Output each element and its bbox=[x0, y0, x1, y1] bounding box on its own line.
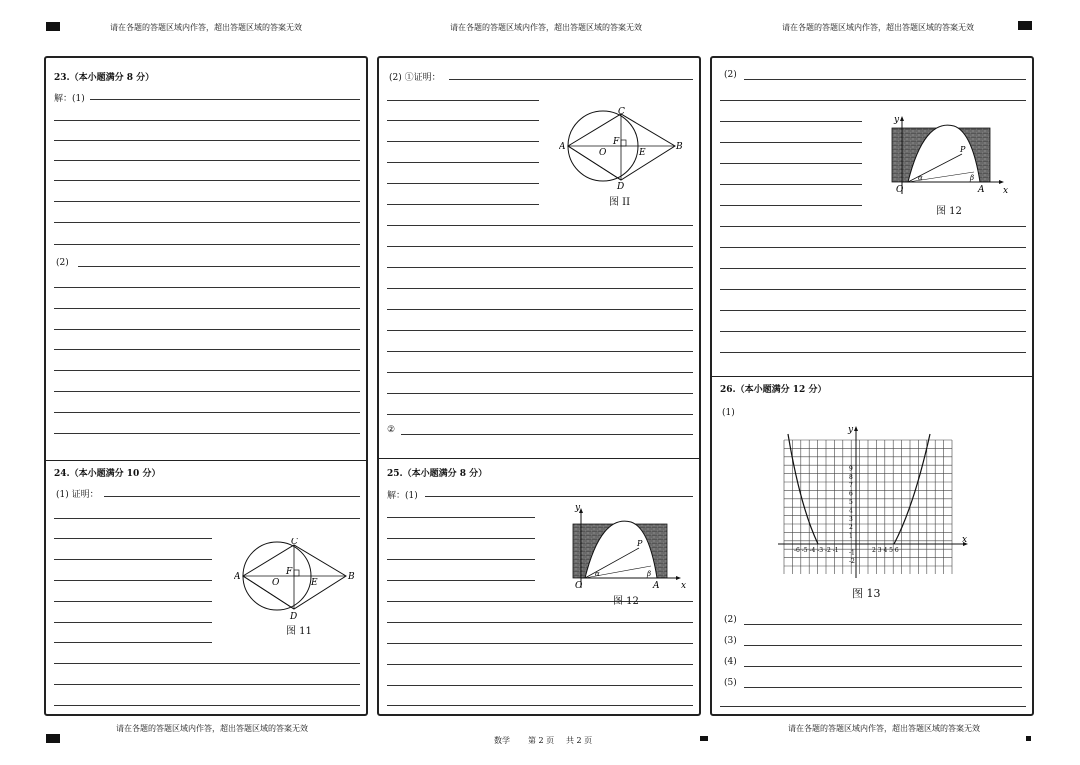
answer-line[interactable] bbox=[387, 580, 535, 581]
answer-line[interactable] bbox=[54, 622, 212, 623]
footer-page: 第 2 页 bbox=[528, 736, 555, 745]
y-axis-label: y bbox=[894, 115, 900, 125]
answer-line[interactable] bbox=[387, 120, 539, 121]
answer-line[interactable] bbox=[387, 559, 535, 560]
q26-part3-label: (3) bbox=[724, 636, 737, 646]
col2-sub2-label: ② bbox=[387, 425, 396, 435]
answer-line[interactable] bbox=[54, 222, 360, 223]
answer-line[interactable] bbox=[387, 351, 693, 352]
arch-figure-12 bbox=[561, 504, 691, 590]
answer-line[interactable] bbox=[720, 289, 1026, 290]
answer-line[interactable] bbox=[720, 310, 1026, 311]
answer-line[interactable] bbox=[387, 309, 693, 310]
angle-alpha: α bbox=[918, 174, 923, 182]
answer-line[interactable] bbox=[387, 162, 539, 163]
footer-subject: 数学 bbox=[494, 736, 510, 745]
point-label-d: D bbox=[617, 182, 625, 190]
answer-line[interactable] bbox=[720, 268, 1026, 269]
section-divider bbox=[379, 458, 699, 459]
y-axis-label: y bbox=[848, 426, 854, 435]
answer-line[interactable] bbox=[387, 414, 693, 415]
y-tick-label: 7 bbox=[849, 482, 853, 490]
x-axis-label: x bbox=[962, 535, 968, 545]
point-label-a: A bbox=[559, 142, 566, 152]
answer-line[interactable] bbox=[387, 225, 693, 226]
q23-part1-label: 解：(1) bbox=[54, 94, 85, 104]
answer-line[interactable] bbox=[54, 705, 360, 706]
answer-line[interactable] bbox=[54, 601, 212, 602]
answer-line[interactable] bbox=[54, 391, 360, 392]
answer-line[interactable] bbox=[54, 412, 360, 413]
y-tick-label: 9 bbox=[849, 465, 853, 473]
answer-line[interactable] bbox=[449, 79, 693, 80]
answer-line[interactable] bbox=[744, 79, 1026, 80]
answer-line[interactable] bbox=[720, 205, 862, 206]
q26-part5-label: (5) bbox=[724, 678, 737, 688]
answer-line[interactable] bbox=[387, 204, 539, 205]
answer-line[interactable] bbox=[387, 643, 693, 644]
corner-mark-bl bbox=[46, 734, 60, 743]
x-axis-label: x bbox=[1003, 186, 1009, 196]
geometry-figure-ii bbox=[559, 106, 685, 190]
y-tick-label: -2 bbox=[849, 557, 855, 565]
answer-line[interactable] bbox=[54, 684, 360, 685]
answer-line[interactable] bbox=[104, 496, 360, 497]
figure-12-caption: 图 12 bbox=[613, 596, 639, 607]
answer-line[interactable] bbox=[54, 180, 360, 181]
answer-line[interactable] bbox=[387, 246, 693, 247]
point-label-o: O bbox=[599, 148, 607, 158]
answer-line[interactable] bbox=[720, 142, 862, 143]
answer-line[interactable] bbox=[720, 706, 1026, 707]
answer-line[interactable] bbox=[401, 434, 693, 435]
answer-line[interactable] bbox=[387, 664, 693, 665]
y-tick-label: 8 bbox=[849, 473, 853, 481]
answer-line[interactable] bbox=[720, 121, 862, 122]
point-label-f: F bbox=[286, 567, 293, 577]
answer-line[interactable] bbox=[425, 496, 693, 497]
answer-line[interactable] bbox=[54, 120, 360, 121]
answer-line[interactable] bbox=[744, 624, 1022, 625]
figure-12-caption: 图 12 bbox=[936, 206, 962, 217]
answer-line[interactable] bbox=[90, 99, 360, 100]
answer-line[interactable] bbox=[720, 331, 1026, 332]
y-tick-label: 2 bbox=[849, 524, 853, 532]
answer-line[interactable] bbox=[387, 538, 535, 539]
q26-part1-label: (1) bbox=[722, 408, 735, 418]
answer-line[interactable] bbox=[54, 244, 360, 245]
figure-ii-caption: 图 II bbox=[609, 197, 631, 208]
q26-part4-label: (4) bbox=[724, 657, 737, 667]
answer-line[interactable] bbox=[720, 247, 1026, 248]
answer-line[interactable] bbox=[720, 163, 862, 164]
answer-line[interactable] bbox=[387, 517, 535, 518]
answer-line[interactable] bbox=[54, 201, 360, 202]
point-label-p: P bbox=[960, 145, 966, 154]
section-divider bbox=[712, 376, 1032, 377]
angle-beta: β bbox=[647, 570, 652, 578]
answer-line[interactable] bbox=[54, 642, 212, 643]
col2-part2-label: (2) ①证明： bbox=[389, 73, 441, 83]
answer-line[interactable] bbox=[54, 663, 360, 664]
answer-line[interactable] bbox=[54, 370, 360, 371]
header-notice-1: 请在各题的答题区域内作答，超出答题区域的答案无效 bbox=[110, 23, 302, 32]
arch-figure-12 bbox=[880, 114, 1010, 200]
point-label-b: B bbox=[676, 142, 683, 152]
point-label-b: B bbox=[348, 572, 355, 582]
answer-line[interactable] bbox=[54, 518, 360, 519]
answer-line[interactable] bbox=[387, 288, 693, 289]
footer-notice-1: 请在各题的答题区域内作答，超出答题区域的答案无效 bbox=[116, 724, 308, 733]
point-label-a: A bbox=[978, 185, 985, 195]
point-label-a: A bbox=[653, 581, 660, 590]
figure-13-caption: 图 13 bbox=[852, 587, 881, 600]
q24-part1-label: (1) 证明： bbox=[56, 490, 99, 500]
corner-mark-tl bbox=[46, 22, 60, 31]
angle-alpha: α bbox=[595, 570, 600, 578]
answer-line[interactable] bbox=[387, 705, 693, 706]
y-axis-label: y bbox=[575, 504, 581, 513]
angle-beta: β bbox=[970, 174, 975, 182]
answer-line[interactable] bbox=[387, 100, 539, 101]
q26-part2-label: (2) bbox=[724, 615, 737, 625]
answer-line[interactable] bbox=[720, 100, 1026, 101]
answer-line[interactable] bbox=[387, 372, 693, 373]
origin-label: O bbox=[896, 185, 904, 195]
figure-11-caption: 图 11 bbox=[286, 626, 312, 637]
answer-column-2 bbox=[377, 56, 701, 716]
section-divider bbox=[46, 460, 366, 461]
x-axis-label: x bbox=[681, 581, 687, 590]
y-tick-label: 6 bbox=[849, 490, 853, 498]
point-label-f: F bbox=[613, 137, 620, 147]
answer-line[interactable] bbox=[387, 685, 693, 686]
answer-line[interactable] bbox=[54, 349, 360, 350]
col3-part2-label: (2) bbox=[724, 70, 737, 80]
answer-line[interactable] bbox=[387, 330, 693, 331]
q24-title: 24.（本小题满分 10 分） bbox=[54, 469, 161, 479]
answer-column-3 bbox=[710, 56, 1034, 716]
answer-line[interactable] bbox=[387, 393, 693, 394]
answer-line[interactable] bbox=[387, 601, 693, 602]
header-notice-3: 请在各题的答题区域内作答，超出答题区域的答案无效 bbox=[782, 23, 974, 32]
function-grid-figure-13 bbox=[770, 426, 970, 578]
answer-line[interactable] bbox=[54, 287, 360, 288]
answer-line[interactable] bbox=[387, 267, 693, 268]
answer-line[interactable] bbox=[387, 141, 539, 142]
y-tick-label: -1 bbox=[849, 549, 855, 557]
answer-line[interactable] bbox=[387, 622, 693, 623]
q23-title: 23.（本小题满分 8 分） bbox=[54, 73, 155, 83]
x-tick-labels-negative: -6 -5 -4 -3 -2 -1 bbox=[794, 547, 839, 554]
point-label-c: C bbox=[618, 107, 625, 117]
answer-line[interactable] bbox=[720, 226, 1026, 227]
point-label-d: D bbox=[290, 612, 298, 620]
answer-line[interactable] bbox=[387, 183, 539, 184]
point-label-c: C bbox=[291, 538, 298, 547]
answer-line[interactable] bbox=[720, 352, 1026, 353]
point-label-a: A bbox=[234, 572, 241, 582]
answer-line[interactable] bbox=[744, 645, 1022, 646]
geometry-figure-11 bbox=[234, 538, 356, 620]
corner-mark-tr bbox=[1018, 21, 1032, 30]
corner-mark-br bbox=[1026, 736, 1031, 741]
origin-label: O bbox=[575, 581, 583, 590]
point-label-e: E bbox=[311, 578, 318, 588]
q25-title: 25.（本小题满分 8 分） bbox=[387, 469, 488, 479]
answer-line[interactable] bbox=[54, 538, 212, 539]
answer-line[interactable] bbox=[54, 308, 360, 309]
footer-mark bbox=[700, 736, 708, 741]
answer-line[interactable] bbox=[54, 559, 212, 560]
y-tick-label: 5 bbox=[849, 499, 853, 506]
y-tick-label: 3 bbox=[849, 515, 853, 523]
answer-line[interactable] bbox=[54, 160, 360, 161]
answer-line[interactable] bbox=[54, 433, 360, 434]
q25-part1-label: 解：(1) bbox=[387, 491, 418, 501]
header-notice-2: 请在各题的答题区域内作答，超出答题区域的答案无效 bbox=[450, 23, 642, 32]
answer-column-1 bbox=[44, 56, 368, 716]
q26-title: 26.（本小题满分 12 分） bbox=[720, 385, 827, 395]
point-label-p: P bbox=[637, 539, 643, 548]
y-tick-label: 4 bbox=[849, 507, 853, 515]
answer-line[interactable] bbox=[744, 687, 1022, 688]
answer-line[interactable] bbox=[54, 580, 212, 581]
answer-line[interactable] bbox=[744, 666, 1022, 667]
q23-part2-label: (2) bbox=[56, 258, 69, 268]
answer-line[interactable] bbox=[78, 266, 360, 267]
answer-line[interactable] bbox=[720, 184, 862, 185]
x-tick-labels-positive: 2 3 4 5 6 bbox=[872, 547, 899, 554]
y-tick-label: 1 bbox=[849, 532, 853, 540]
footer-total: 共 2 页 bbox=[566, 736, 593, 745]
footer-notice-3: 请在各题的答题区域内作答，超出答题区域的答案无效 bbox=[788, 724, 980, 733]
point-label-o: O bbox=[272, 578, 280, 588]
point-label-e: E bbox=[639, 148, 646, 158]
answer-line[interactable] bbox=[54, 140, 360, 141]
answer-line[interactable] bbox=[54, 329, 360, 330]
